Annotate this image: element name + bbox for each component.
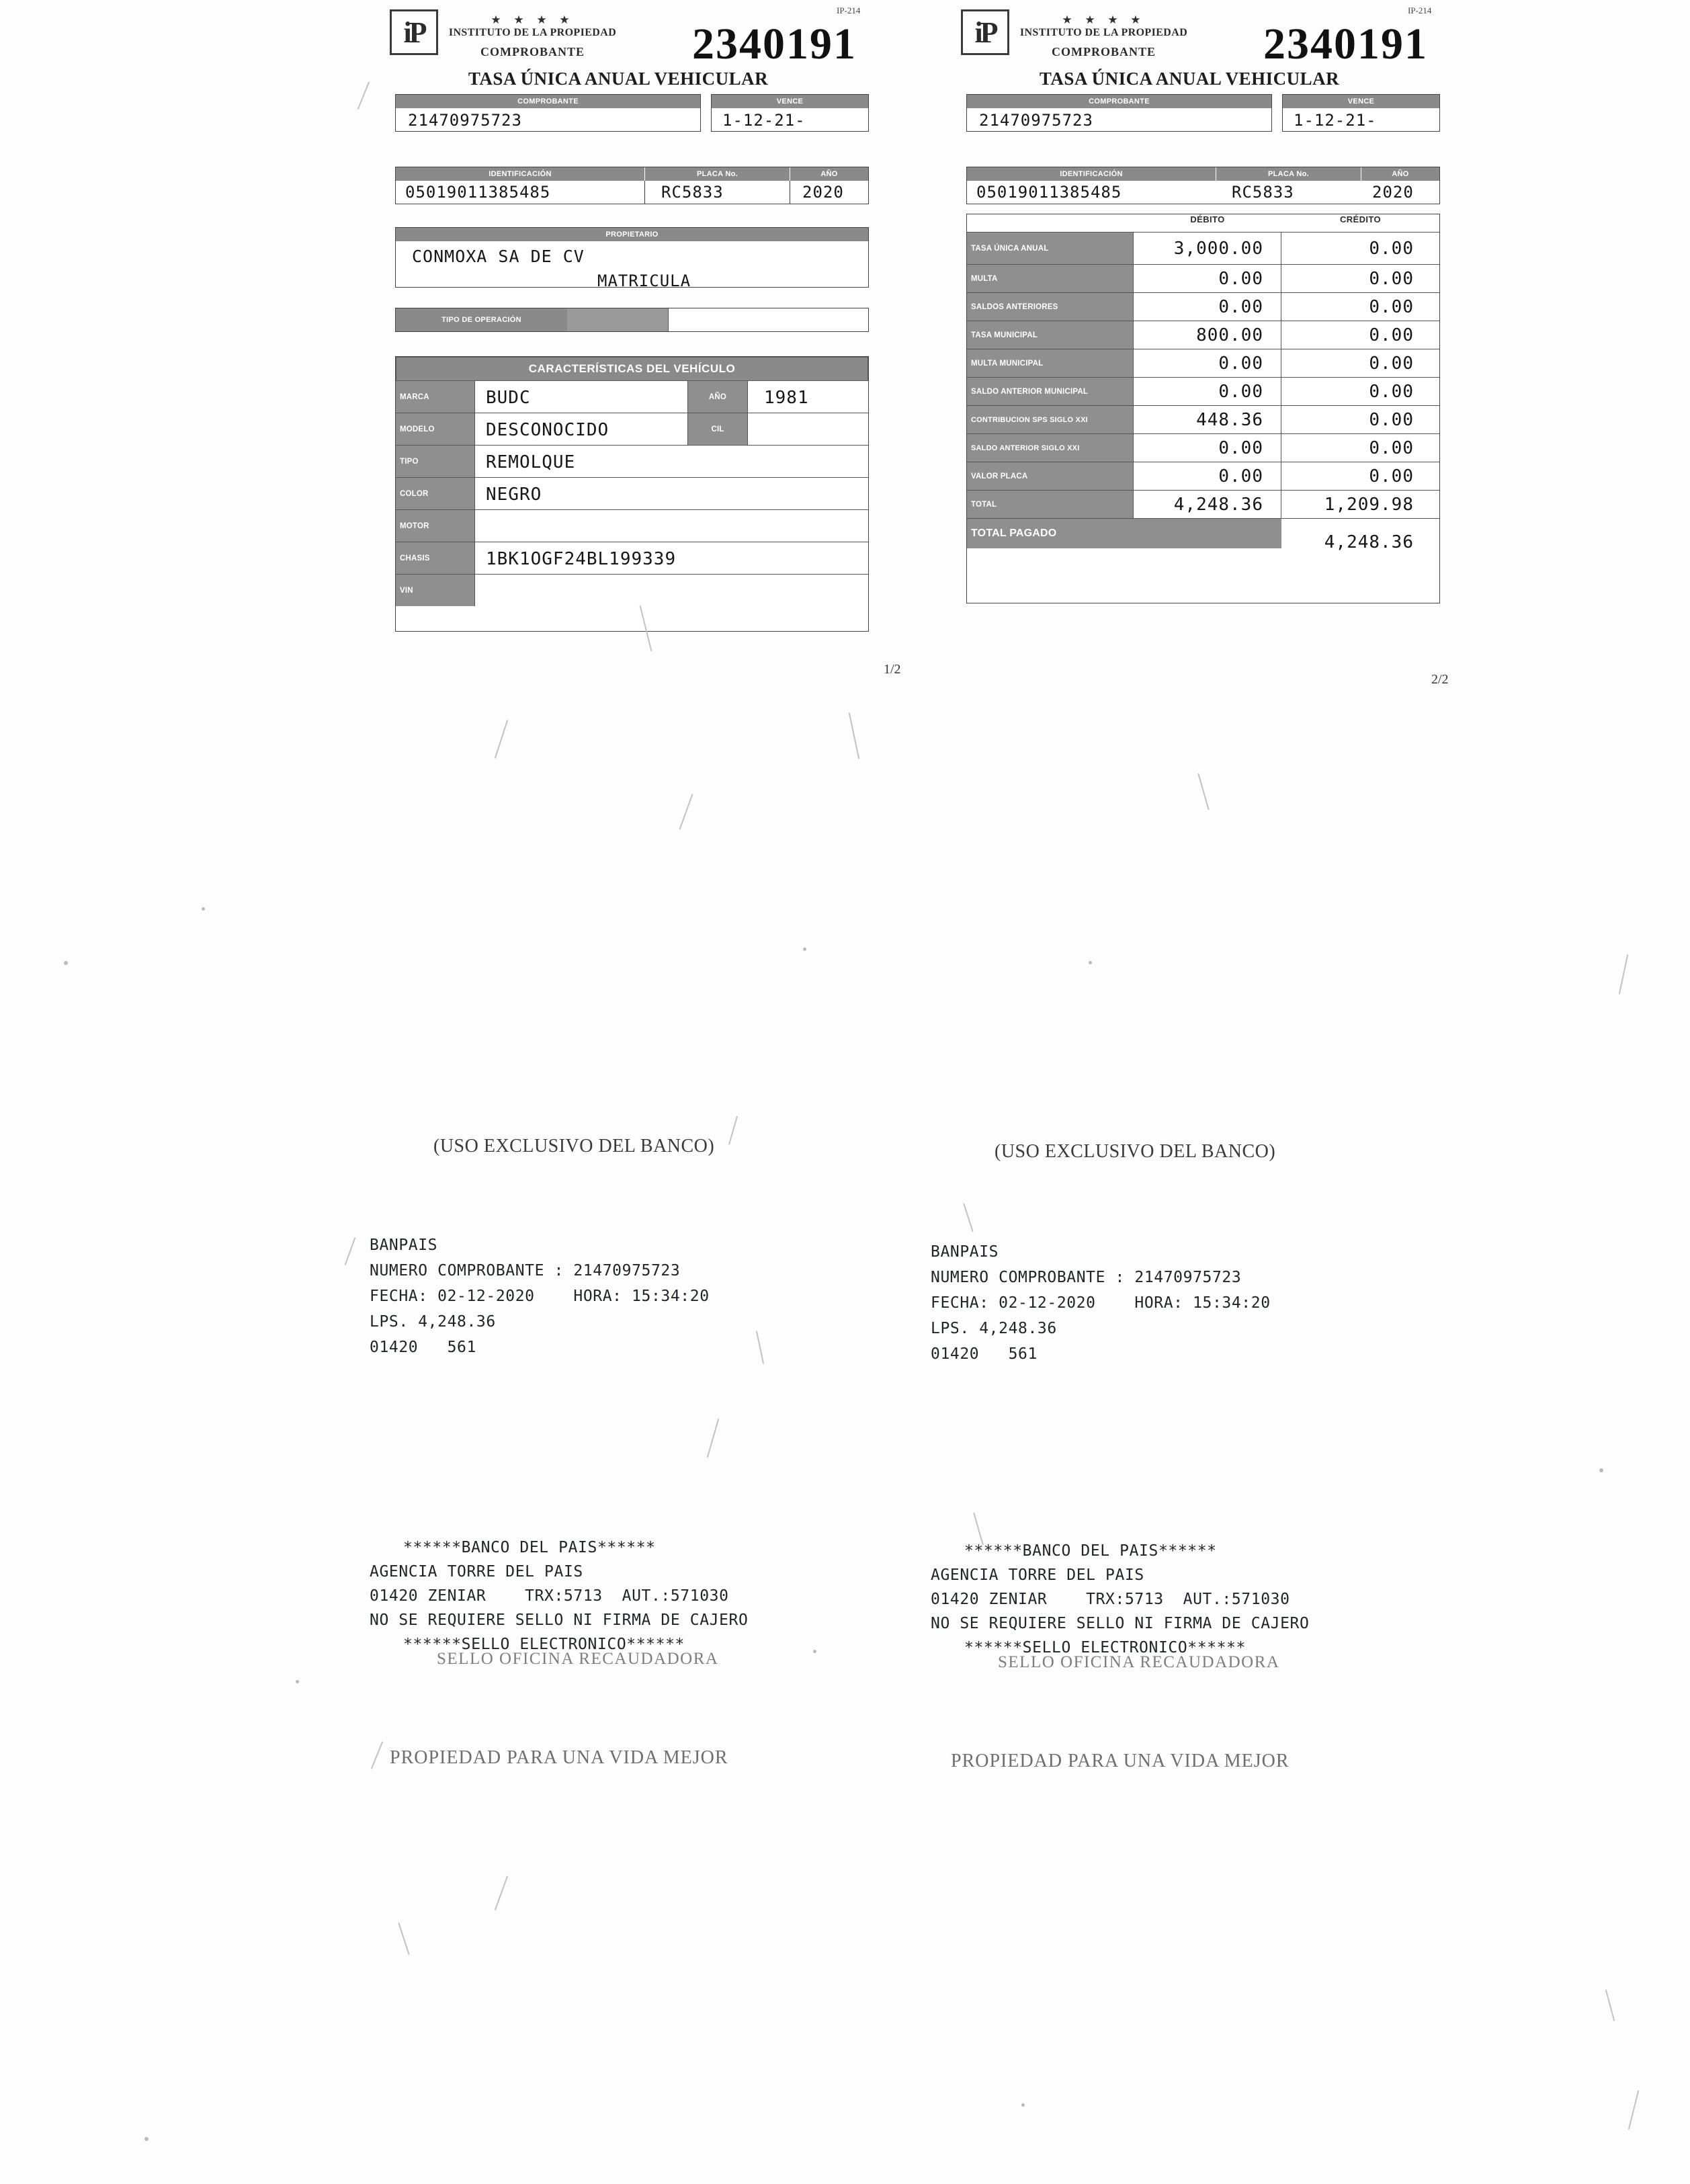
table-row	[396, 381, 868, 413]
amount-debito-5: 0.00	[1134, 378, 1281, 405]
row-value-modelo: DESCONOCIDO	[486, 420, 609, 440]
bank-details-left	[370, 1236, 710, 1356]
bank-monto-right: LPS. 4,248.36	[931, 1320, 1057, 1337]
tipo-operacion-label: TIPO DE OPERACIÓN	[396, 308, 567, 331]
banco-stars-right: ******BANCO DEL PAIS******	[964, 1542, 1217, 1560]
table-row	[396, 478, 868, 510]
scan-artifact	[707, 1419, 719, 1458]
identificacion-label-right: IDENTIFICACIÓN	[967, 167, 1216, 181]
institute-header-right	[1018, 13, 1189, 59]
amount-credito-8: 0.00	[1369, 466, 1414, 487]
scan-speck	[202, 907, 205, 911]
row-label-motor: MOTOR	[396, 510, 475, 542]
bank-stamp-right	[931, 1542, 1309, 1656]
amount-credito-6: 0.00	[1369, 410, 1414, 430]
scan-artifact	[495, 720, 508, 759]
slogan-right: PROPIEDAD PARA UNA VIDA MEJOR	[951, 1751, 1290, 1771]
comprobante-value: 21470975723	[408, 111, 522, 130]
amount-credito-7: 0.00	[1369, 438, 1414, 458]
bank-heading-right: (USO EXCLUSIVO DEL BANCO)	[995, 1141, 1276, 1162]
row-label-cil: CIL	[687, 413, 748, 445]
comprobante-value-right: 21470975723	[979, 111, 1093, 130]
scan-artifact	[756, 1331, 764, 1363]
bank-fecha-left: FECHA: 02-12-2020 HORA: 15:34:20	[370, 1288, 710, 1305]
bank-codigos-left: 01420 561	[370, 1339, 476, 1356]
propietario-label: PROPIETARIO	[396, 228, 868, 241]
form-code-right: IP-214	[1408, 5, 1432, 15]
banco-stars-left: ******BANCO DEL PAIS******	[403, 1539, 656, 1556]
page-number-left: 1/2	[884, 662, 901, 677]
anio-value-right: 2020	[1372, 183, 1414, 202]
amount-credito-2: 0.00	[1369, 297, 1414, 317]
amount-credito-3: 0.00	[1369, 325, 1414, 345]
institute-name-right: INSTITUTO DE LA PROPIEDAD	[1019, 27, 1188, 38]
page-number-right: 2/2	[1431, 672, 1449, 687]
anio-value-wrap-right	[1360, 181, 1439, 204]
vence-box-right	[1282, 94, 1440, 132]
scan-artifact	[973, 1513, 984, 1546]
row-value-color: NEGRO	[486, 485, 542, 505]
row-value-motor	[475, 510, 868, 542]
scan-artifact	[849, 713, 860, 759]
scan-artifact	[1605, 1990, 1615, 2021]
matricula-label: MATRICULA	[597, 271, 691, 290]
bank-comprobante-left: NUMERO COMPROBANTE : 21470975723	[370, 1262, 681, 1279]
identificacion-row	[395, 167, 869, 204]
placa-label: PLACA No.	[644, 167, 790, 181]
document-title-right: TASA ÚNICA ANUAL VEHICULAR	[1039, 69, 1340, 89]
vehicle-characteristics-box	[395, 356, 869, 632]
amount-label-0: TASA ÚNICA ANUAL	[967, 233, 1134, 264]
vehicle-section-title: CARACTERÍSTICAS DEL VEHÍCULO	[396, 357, 868, 381]
table-row	[396, 413, 868, 446]
scan-artifact	[345, 1237, 356, 1265]
amounts-table	[966, 214, 1440, 603]
scan-artifact	[1197, 773, 1209, 810]
amount-label-total: TOTAL	[967, 491, 1134, 518]
scan-speck	[803, 948, 806, 951]
row-label-vin: VIN	[396, 575, 475, 606]
sello-electronico-right: ******SELLO ELECTRONICO******	[964, 1639, 1246, 1656]
serial-number-right: 2340191	[1263, 19, 1428, 69]
amount-label-7: SALDO ANTERIOR SIGLO XXI	[967, 434, 1134, 462]
tipo-operacion-value	[669, 308, 868, 331]
amount-credito-4: 0.00	[1369, 353, 1414, 374]
credito-header: CRÉDITO	[1339, 214, 1382, 224]
table-row	[396, 446, 868, 478]
amount-debito-4: 0.00	[1134, 349, 1281, 377]
table-row	[967, 292, 1439, 321]
identificacion-value-right: 05019011385485	[976, 183, 1122, 202]
total-pagado-row	[967, 518, 1439, 552]
comprobante-word: COMPROBANTE	[480, 45, 585, 58]
scan-artifact	[963, 1204, 973, 1232]
institute-logo-icon-right	[961, 9, 1009, 55]
amount-debito-2: 0.00	[1134, 293, 1281, 321]
comprobante-label: COMPROBANTE	[396, 95, 700, 108]
anio-label: AÑO	[790, 167, 868, 181]
logo-text: iP	[403, 15, 425, 49]
table-row	[396, 542, 868, 575]
identificacion-row-right	[966, 167, 1440, 204]
row-value-anio: 1981	[764, 388, 809, 408]
table-row	[396, 510, 868, 542]
comprobante-box-right	[966, 94, 1272, 132]
comprobante-box	[395, 94, 701, 132]
form-code-left: IP-214	[837, 5, 861, 15]
bank-heading-left: (USO EXCLUSIVO DEL BANCO)	[433, 1136, 715, 1157]
row-label-marca: MARCA	[396, 381, 475, 413]
scan-speck	[296, 1680, 299, 1683]
placa-value-wrap-right	[1216, 181, 1360, 204]
identificacion-label: IDENTIFICACIÓN	[396, 167, 644, 181]
propietario-value: CONMOXA SA DE CV	[412, 247, 585, 266]
table-row	[967, 321, 1439, 349]
placa-label-right: PLACA No.	[1216, 167, 1361, 181]
scan-artifact	[679, 794, 693, 829]
stars-decoration-right: ★ ★ ★ ★	[1062, 13, 1146, 26]
row-value-cil	[748, 413, 868, 445]
trx-left: 01420 ZENIAR TRX:5713 AUT.:571030	[370, 1587, 729, 1605]
propietario-box	[395, 227, 869, 288]
amount-debito-8: 0.00	[1134, 462, 1281, 490]
table-row	[967, 232, 1439, 264]
total-pagado-label: TOTAL PAGADO	[967, 519, 1281, 548]
identificacion-value-wrap	[396, 181, 644, 204]
institute-name: INSTITUTO DE LA PROPIEDAD	[448, 27, 617, 38]
scan-speck	[64, 961, 68, 965]
bank-comprobante-right: NUMERO COMPROBANTE : 21470975723	[931, 1269, 1242, 1286]
agencia-left: AGENCIA TORRE DEL PAIS	[370, 1563, 583, 1581]
table-row	[967, 490, 1439, 518]
vence-label-right: VENCE	[1283, 95, 1439, 108]
comprobante-label-right: COMPROBANTE	[967, 95, 1271, 108]
vence-value: 1-12-21-	[722, 111, 806, 130]
table-row	[967, 433, 1439, 462]
table-row	[967, 264, 1439, 292]
sello-electronico-left: ******SELLO ELECTRONICO******	[403, 1636, 685, 1653]
no-requiere-right: NO SE REQUIERE SELLO NI FIRMA DE CAJERO	[931, 1615, 1310, 1632]
scan-artifact	[495, 1876, 508, 1910]
scan-artifact	[728, 1116, 738, 1145]
bank-stamp-left	[370, 1539, 748, 1653]
vence-box	[711, 94, 869, 132]
scan-speck	[1021, 2103, 1025, 2107]
amount-label-3: TASA MUNICIPAL	[967, 321, 1134, 349]
anio-label-right: AÑO	[1361, 167, 1439, 181]
row-value-chasis: 1BK1OGF24BL199339	[486, 549, 677, 569]
bank-details-right	[931, 1243, 1271, 1363]
bank-name-right: BANPAIS	[931, 1243, 999, 1261]
bank-fecha-right: FECHA: 02-12-2020 HORA: 15:34:20	[931, 1294, 1271, 1312]
anio-value-wrap	[790, 181, 868, 204]
amount-credito-total: 1,209.98	[1324, 495, 1414, 515]
bank-codigos-right: 01420 561	[931, 1345, 1038, 1363]
row-value-tipo: REMOLQUE	[486, 452, 576, 472]
identificacion-value: 05019011385485	[405, 183, 551, 202]
table-row	[967, 462, 1439, 490]
serial-number-left: 2340191	[692, 19, 857, 69]
scan-artifact	[1628, 2091, 1639, 2130]
document-title-left: TASA ÚNICA ANUAL VEHICULAR	[468, 69, 769, 89]
logo-text-right: iP	[974, 15, 996, 49]
no-requiere-left: NO SE REQUIERE SELLO NI FIRMA DE CAJERO	[370, 1611, 749, 1629]
placa-value-right: RC5833	[1232, 183, 1294, 202]
amount-label-2: SALDOS ANTERIORES	[967, 293, 1134, 321]
row-value-marca: BUDC	[486, 388, 531, 408]
scan-speck	[1599, 1468, 1603, 1472]
scan-speck	[813, 1650, 816, 1653]
row-label-modelo: MODELO	[396, 413, 475, 445]
tipo-operacion-shade	[567, 308, 669, 331]
institute-logo-icon	[390, 9, 438, 55]
amounts-header-row	[967, 214, 1439, 232]
vence-label: VENCE	[712, 95, 868, 108]
amount-debito-6: 448.36	[1134, 406, 1281, 433]
amount-label-6: CONTRIBUCION SPS SIGLO XXI	[967, 406, 1134, 433]
vence-value-right: 1-12-21-	[1294, 111, 1377, 130]
identificacion-value-wrap-right	[967, 181, 1216, 204]
amount-label-1: MULTA	[967, 265, 1134, 292]
scan-artifact	[1619, 954, 1628, 994]
row-label-anio: AÑO	[687, 381, 748, 413]
tipo-operacion-box	[395, 308, 869, 332]
bank-monto-left: LPS. 4,248.36	[370, 1313, 496, 1331]
amount-debito-0: 3,000.00	[1134, 233, 1281, 264]
scan-artifact	[398, 1923, 409, 1955]
table-row	[396, 575, 868, 606]
amount-label-8: VALOR PLACA	[967, 462, 1134, 490]
placa-value: RC5833	[661, 183, 724, 202]
table-row	[967, 405, 1439, 433]
total-pagado-value: 4,248.36	[1324, 532, 1414, 552]
bank-name-left: BANPAIS	[370, 1236, 438, 1254]
amount-credito-0: 0.00	[1369, 239, 1414, 259]
amount-debito-total: 4,248.36	[1134, 491, 1281, 518]
sello-oficina-right: SELLO OFICINA RECAUDADORA	[998, 1653, 1280, 1671]
institute-header	[447, 13, 618, 59]
trx-right: 01420 ZENIAR TRX:5713 AUT.:571030	[931, 1591, 1290, 1608]
row-label-color: COLOR	[396, 478, 475, 509]
debito-header: DÉBITO	[1190, 214, 1225, 224]
amount-debito-7: 0.00	[1134, 434, 1281, 462]
scan-artifact	[371, 1741, 383, 1769]
comprobante-word-right: COMPROBANTE	[1052, 45, 1156, 58]
amount-debito-3: 800.00	[1134, 321, 1281, 349]
amount-debito-1: 0.00	[1134, 265, 1281, 292]
row-value-vin	[475, 575, 868, 606]
amount-label-5: SALDO ANTERIOR MUNICIPAL	[967, 378, 1134, 405]
table-row	[967, 349, 1439, 377]
scan-speck	[144, 2137, 149, 2141]
slogan-left: PROPIEDAD PARA UNA VIDA MEJOR	[390, 1747, 728, 1768]
amount-label-4: MULTA MUNICIPAL	[967, 349, 1134, 377]
sello-oficina-left: SELLO OFICINA RECAUDADORA	[437, 1650, 719, 1668]
amount-credito-5: 0.00	[1369, 382, 1414, 402]
placa-value-wrap	[644, 181, 790, 204]
scan-speck	[1089, 961, 1092, 964]
anio-value: 2020	[802, 183, 844, 202]
amount-credito-1: 0.00	[1369, 269, 1414, 289]
agencia-right: AGENCIA TORRE DEL PAIS	[931, 1566, 1144, 1584]
row-label-chasis: CHASIS	[396, 542, 475, 574]
row-label-tipo: TIPO	[396, 446, 475, 477]
table-row	[967, 377, 1439, 405]
stars-decoration: ★ ★ ★ ★	[491, 13, 575, 26]
